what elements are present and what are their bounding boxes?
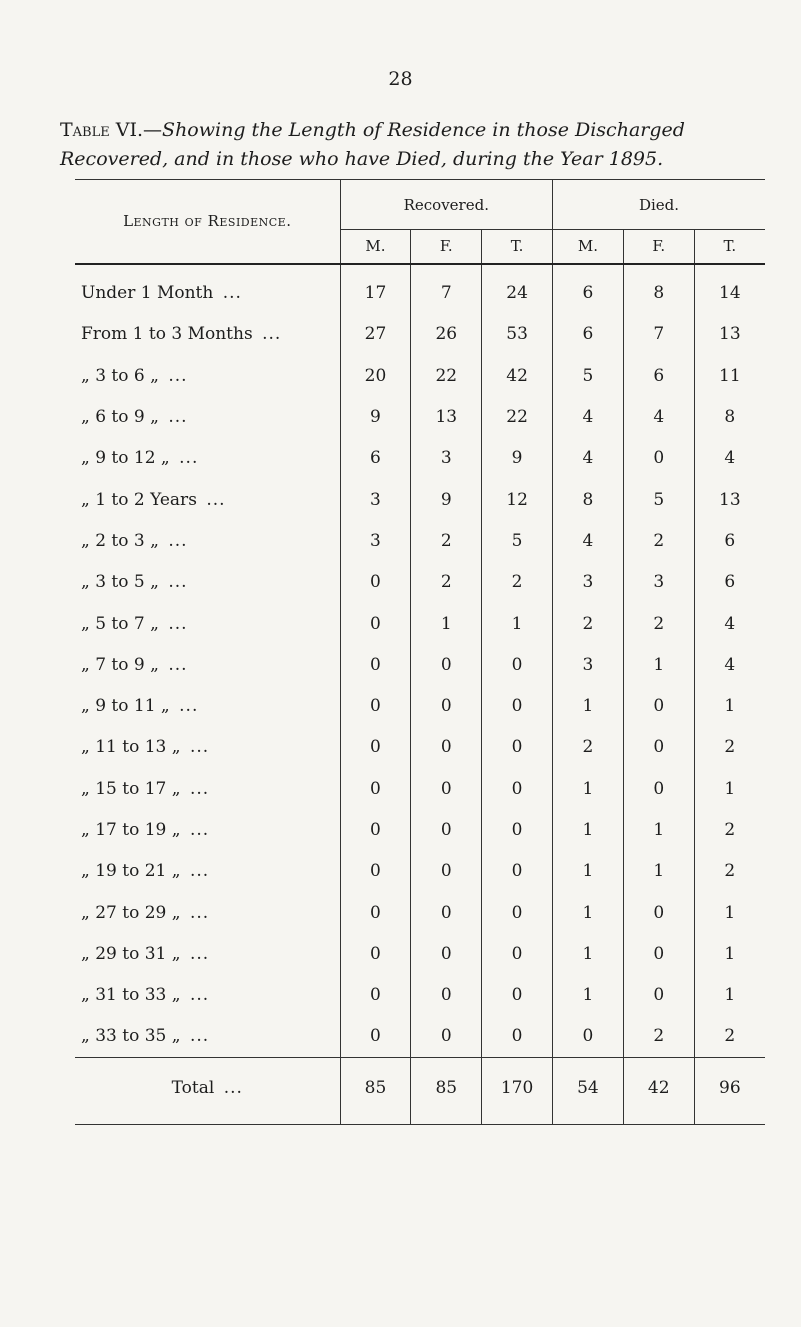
- rule-cell: [553, 1118, 624, 1125]
- cell-died-t: 2: [694, 809, 765, 850]
- table-row: [75, 727, 765, 768]
- header-recovered: Recovered.: [340, 180, 552, 230]
- rule-cell: [340, 1118, 411, 1125]
- residence-table: [75, 179, 765, 1125]
- cell-recovered-t: 1: [482, 603, 553, 644]
- cell-died-t: 8: [694, 396, 765, 437]
- caption-text: Showing the Length of Residence in those Discharged Recovered, and in those who have Died, during the Year 1895.: [60, 119, 685, 170]
- leader-dots: ...: [206, 489, 226, 510]
- cell-died-m: 1: [553, 892, 624, 933]
- table-row: [75, 520, 765, 561]
- cell-died-f: 0: [623, 975, 694, 1016]
- leader-dots: ...: [168, 654, 188, 675]
- cell-died-m: 2: [553, 603, 624, 644]
- cell-died-m: 4: [553, 520, 624, 561]
- table-row: [75, 892, 765, 933]
- leader-dots: ...: [189, 985, 210, 1006]
- row-label: [75, 314, 340, 355]
- table-row: [75, 933, 765, 974]
- cell-died-t: 6: [694, 520, 765, 561]
- cell-recovered-t: 0: [482, 685, 553, 726]
- table-row: [75, 603, 765, 644]
- cell-died-m: 8: [553, 479, 624, 520]
- row-label-text: Under 1 Month: [81, 283, 214, 304]
- cell-recovered-m: 17: [340, 264, 411, 314]
- cell-died-f: 0: [623, 685, 694, 726]
- cell-died-t: 6: [694, 562, 765, 603]
- cell-died-t: 13: [694, 314, 765, 355]
- cell-died-t: 4: [694, 644, 765, 685]
- row-label-text: From 1 to 3 Months: [81, 324, 253, 345]
- cell-recovered-m: 3: [340, 479, 411, 520]
- cell-died-f: 1: [623, 851, 694, 892]
- row-label-text: „ 31 to 33 „: [81, 985, 181, 1006]
- cell-recovered-f: 0: [411, 727, 482, 768]
- table-caption: [60, 116, 760, 174]
- row-label-text: „ 29 to 31 „: [81, 943, 181, 964]
- cell-died-m: 1: [553, 975, 624, 1016]
- table-row: [75, 851, 765, 892]
- leader-dots: ...: [189, 778, 210, 799]
- cell-recovered-t: 170: [482, 1058, 553, 1119]
- cell-recovered-m: 85: [340, 1058, 411, 1119]
- leader-dots: ...: [189, 1026, 210, 1047]
- cell-died-f: 1: [623, 809, 694, 850]
- cell-recovered-f: 0: [411, 933, 482, 974]
- leader-dots: ...: [168, 407, 188, 428]
- row-label: [75, 1058, 340, 1119]
- cell-recovered-m: 20: [340, 355, 411, 396]
- table-row: [75, 438, 765, 479]
- cell-recovered-f: 2: [411, 520, 482, 561]
- row-label: [75, 892, 340, 933]
- row-label: [75, 1016, 340, 1058]
- table-row: [75, 975, 765, 1016]
- leader-dots: ...: [168, 530, 188, 551]
- cell-died-m: 1: [553, 851, 624, 892]
- cell-died-f: 5: [623, 479, 694, 520]
- cell-recovered-m: 0: [340, 933, 411, 974]
- row-label-text: Total: [171, 1078, 215, 1099]
- header-died-t: T.: [694, 230, 765, 264]
- row-label-text: „ 7 to 9 „: [81, 654, 159, 675]
- cell-died-t: 1: [694, 768, 765, 809]
- cell-died-m: 2: [553, 727, 624, 768]
- rule-cell: [623, 1118, 694, 1125]
- row-label-text: „ 9 to 11 „: [81, 696, 170, 717]
- cell-died-t: 2: [694, 1016, 765, 1058]
- cell-recovered-m: 0: [340, 603, 411, 644]
- cell-recovered-t: 0: [482, 644, 553, 685]
- cell-recovered-t: 0: [482, 727, 553, 768]
- cell-died-f: 1: [623, 644, 694, 685]
- table-row: [75, 264, 765, 314]
- cell-recovered-f: 0: [411, 851, 482, 892]
- row-label-text: „ 5 to 7 „: [81, 613, 159, 634]
- cell-recovered-t: 0: [482, 768, 553, 809]
- cell-recovered-f: 1: [411, 603, 482, 644]
- leader-dots: ...: [189, 943, 210, 964]
- cell-died-t: 1: [694, 892, 765, 933]
- cell-died-t: 2: [694, 851, 765, 892]
- cell-recovered-t: 22: [482, 396, 553, 437]
- cell-recovered-f: 9: [411, 479, 482, 520]
- cell-recovered-m: 27: [340, 314, 411, 355]
- cell-died-t: 4: [694, 603, 765, 644]
- row-label: [75, 933, 340, 974]
- cell-recovered-f: 0: [411, 809, 482, 850]
- row-label-text: „ 1 to 2 Years: [81, 489, 197, 510]
- header-recovered-f: F.: [411, 230, 482, 264]
- cell-recovered-m: 0: [340, 851, 411, 892]
- cell-recovered-t: 53: [482, 314, 553, 355]
- table-row: [75, 396, 765, 437]
- row-label: [75, 975, 340, 1016]
- cell-recovered-t: 0: [482, 933, 553, 974]
- cell-died-m: 3: [553, 644, 624, 685]
- row-label-text: „ 33 to 35 „: [81, 1026, 181, 1047]
- cell-recovered-f: 3: [411, 438, 482, 479]
- leader-dots: ...: [179, 448, 199, 469]
- cell-died-f: 6: [623, 355, 694, 396]
- row-label-text: „ 19 to 21 „: [81, 861, 181, 882]
- header-recovered-m: M.: [340, 230, 411, 264]
- cell-died-f: 7: [623, 314, 694, 355]
- header-died-f: F.: [623, 230, 694, 264]
- cell-recovered-f: 0: [411, 685, 482, 726]
- cell-died-t: 96: [694, 1058, 765, 1119]
- caption-dash: —: [143, 119, 163, 141]
- row-label: [75, 685, 340, 726]
- row-label: [75, 603, 340, 644]
- row-label: [75, 264, 340, 314]
- leader-dots: ...: [189, 902, 210, 923]
- header-died: Died.: [553, 180, 765, 230]
- cell-died-t: 2: [694, 727, 765, 768]
- header-recovered-t: T.: [482, 230, 553, 264]
- cell-recovered-f: 0: [411, 644, 482, 685]
- cell-recovered-t: 9: [482, 438, 553, 479]
- cell-died-m: 1: [553, 768, 624, 809]
- leader-dots: ...: [222, 283, 242, 304]
- row-label: [75, 396, 340, 437]
- rule-cell: [482, 1118, 553, 1125]
- table-body: [75, 264, 765, 1125]
- cell-recovered-m: 0: [340, 727, 411, 768]
- cell-died-m: 6: [553, 314, 624, 355]
- cell-died-m: 1: [553, 933, 624, 974]
- row-label-text: „ 11 to 13 „: [81, 737, 181, 758]
- cell-recovered-f: 85: [411, 1058, 482, 1119]
- cell-recovered-f: 13: [411, 396, 482, 437]
- cell-recovered-t: 0: [482, 975, 553, 1016]
- row-label-text: „ 17 to 19 „: [81, 820, 181, 840]
- page-number: 28: [388, 68, 413, 90]
- cell-recovered-m: 0: [340, 975, 411, 1016]
- cell-died-f: 0: [623, 438, 694, 479]
- bottom-rule: [75, 1118, 765, 1125]
- rule-cell: [75, 1118, 340, 1125]
- cell-died-t: 14: [694, 264, 765, 314]
- leader-dots: ...: [168, 572, 188, 593]
- cell-recovered-f: 22: [411, 355, 482, 396]
- cell-recovered-m: 9: [340, 396, 411, 437]
- cell-recovered-t: 42: [482, 355, 553, 396]
- leader-dots: ...: [223, 1078, 243, 1099]
- cell-recovered-m: 0: [340, 768, 411, 809]
- cell-died-f: 2: [623, 1016, 694, 1058]
- leader-dots: ...: [168, 365, 188, 386]
- cell-recovered-t: 0: [482, 1016, 553, 1058]
- table-row: [75, 479, 765, 520]
- table-row: [75, 314, 765, 355]
- cell-died-m: 0: [553, 1016, 624, 1058]
- row-label: [75, 727, 340, 768]
- caption-lead: Table VI.: [60, 119, 144, 141]
- cell-recovered-m: 0: [340, 1016, 411, 1058]
- row-label: [75, 355, 340, 396]
- table-row: [75, 809, 765, 850]
- table-row: [75, 685, 765, 726]
- cell-recovered-t: 12: [482, 479, 553, 520]
- cell-recovered-t: 5: [482, 520, 553, 561]
- row-label: [75, 520, 340, 561]
- cell-died-f: 2: [623, 603, 694, 644]
- cell-died-m: 5: [553, 355, 624, 396]
- cell-recovered-f: 0: [411, 975, 482, 1016]
- cell-died-m: 4: [553, 396, 624, 437]
- cell-died-f: 2: [623, 520, 694, 561]
- table-row: [75, 768, 765, 809]
- cell-recovered-t: 2: [482, 562, 553, 603]
- cell-recovered-m: 0: [340, 562, 411, 603]
- rule-cell: [411, 1118, 482, 1125]
- cell-died-m: 3: [553, 562, 624, 603]
- cell-died-f: 8: [623, 264, 694, 314]
- row-label: [75, 438, 340, 479]
- row-label-text: „ 3 to 6 „: [81, 365, 159, 386]
- row-label-text: „ 9 to 12 „: [81, 448, 170, 469]
- cell-recovered-f: 7: [411, 264, 482, 314]
- cell-recovered-f: 2: [411, 562, 482, 603]
- cell-died-t: 1: [694, 685, 765, 726]
- cell-recovered-m: 0: [340, 892, 411, 933]
- table-row: [75, 644, 765, 685]
- cell-died-m: 4: [553, 438, 624, 479]
- row-label-text: „ 3 to 5 „: [81, 572, 159, 593]
- header-label: Length of Residence.: [75, 180, 340, 264]
- cell-recovered-t: 0: [482, 851, 553, 892]
- leader-dots: ...: [168, 613, 188, 634]
- cell-died-t: 4: [694, 438, 765, 479]
- row-label: [75, 851, 340, 892]
- cell-died-f: 3: [623, 562, 694, 603]
- row-label-text: „ 6 to 9 „: [81, 407, 159, 428]
- leader-dots: ...: [262, 324, 282, 345]
- rule-cell: [694, 1118, 765, 1125]
- cell-recovered-m: 0: [340, 809, 411, 850]
- cell-recovered-t: 0: [482, 809, 553, 850]
- cell-died-t: 1: [694, 933, 765, 974]
- cell-died-t: 11: [694, 355, 765, 396]
- cell-recovered-m: 0: [340, 644, 411, 685]
- cell-died-f: 0: [623, 933, 694, 974]
- table-row: [75, 355, 765, 396]
- header-died-m: M.: [553, 230, 624, 264]
- cell-recovered-f: 0: [411, 892, 482, 933]
- row-label: [75, 809, 340, 850]
- cell-died-m: 1: [553, 809, 624, 850]
- cell-recovered-m: 0: [340, 685, 411, 726]
- cell-recovered-t: 24: [482, 264, 553, 314]
- row-label: [75, 768, 340, 809]
- cell-died-f: 42: [623, 1058, 694, 1119]
- cell-died-f: 0: [623, 768, 694, 809]
- row-label: [75, 644, 340, 685]
- cell-recovered-f: 0: [411, 1016, 482, 1058]
- row-label: [75, 562, 340, 603]
- row-label-text: „ 2 to 3 „: [81, 530, 159, 551]
- leader-dots: ...: [189, 861, 210, 882]
- table-row: [75, 1016, 765, 1058]
- cell-died-t: 13: [694, 479, 765, 520]
- cell-died-f: 4: [623, 396, 694, 437]
- cell-recovered-m: 3: [340, 520, 411, 561]
- row-label-text: „ 15 to 17 „: [81, 778, 181, 799]
- cell-recovered-m: 6: [340, 438, 411, 479]
- leader-dots: ...: [189, 737, 210, 758]
- row-label: [75, 479, 340, 520]
- cell-recovered-f: 26: [411, 314, 482, 355]
- table-row: [75, 562, 765, 603]
- row-label-text: „ 27 to 29 „: [81, 902, 181, 923]
- cell-recovered-f: 0: [411, 768, 482, 809]
- cell-died-t: 1: [694, 975, 765, 1016]
- cell-died-f: 0: [623, 727, 694, 768]
- cell-died-m: 54: [553, 1058, 624, 1119]
- cell-died-f: 0: [623, 892, 694, 933]
- total-row: [75, 1058, 765, 1119]
- cell-died-m: 6: [553, 264, 624, 314]
- leader-dots: ...: [179, 696, 199, 717]
- leader-dots: ...: [189, 820, 210, 840]
- cell-recovered-t: 0: [482, 892, 553, 933]
- cell-died-m: 1: [553, 685, 624, 726]
